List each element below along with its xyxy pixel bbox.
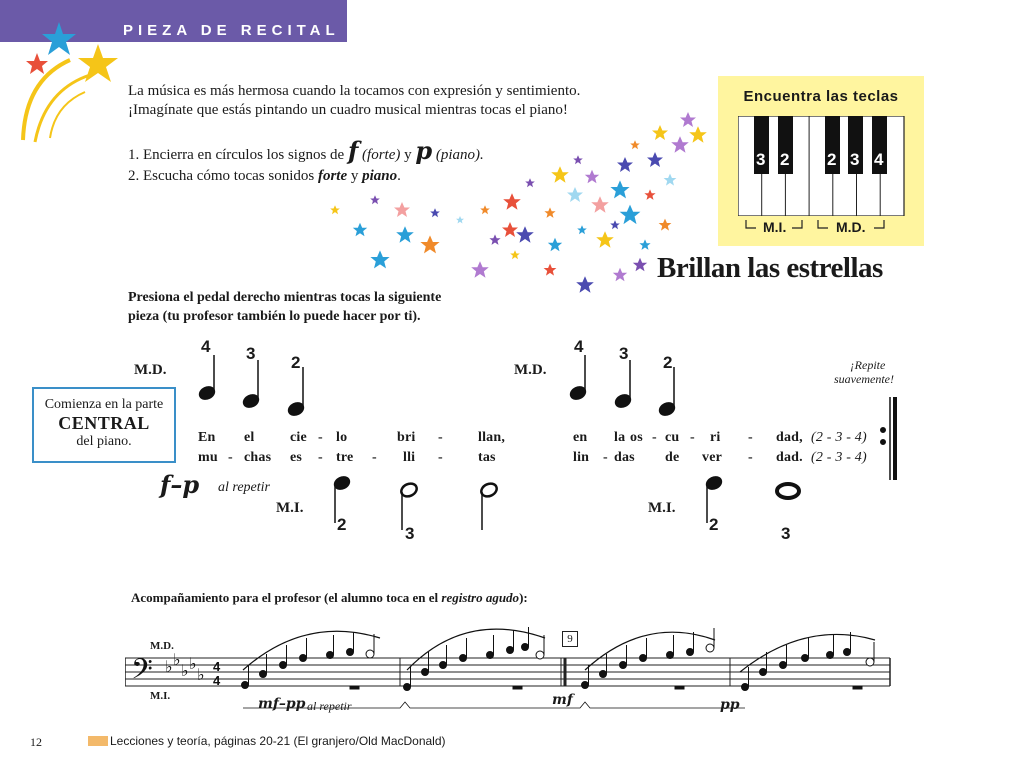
accompaniment-dynamic-note: al repetir	[307, 699, 352, 713]
lyric-syllable: lli	[403, 450, 416, 465]
lyric-fingering: (2 - 3 - 4)	[811, 450, 867, 465]
lyric-syllable: -	[228, 450, 233, 465]
finger-number: 3	[781, 524, 791, 543]
star-icon	[430, 208, 440, 217]
lyric-syllable: -	[603, 450, 608, 465]
star-icon	[647, 152, 663, 167]
flat-icon: ♭	[181, 661, 189, 680]
dynamic-marking: f–p	[160, 470, 200, 499]
lyric-syllable: -	[438, 430, 443, 445]
finger-number: 3	[619, 344, 629, 363]
instruction-2-and: y	[350, 168, 359, 184]
accompaniment-heading	[131, 590, 528, 606]
instruction-1-text: 1. Encierra en círculos los signos de	[128, 147, 345, 163]
lyric-syllable: tre	[336, 450, 354, 465]
star-icon	[689, 126, 707, 143]
bass-clef-icon: 𝄢	[131, 653, 153, 693]
phrase-slur	[740, 634, 875, 672]
lyric-syllable: -	[318, 430, 323, 445]
time-signature-bottom: 4	[213, 673, 221, 688]
finger-number: 4	[574, 337, 584, 356]
star-icon	[652, 125, 668, 140]
lyric-syllable: en	[573, 430, 588, 445]
lyric-fingering: (2 - 3 - 4)	[811, 430, 867, 445]
right-hand-label: M.D.	[836, 219, 866, 235]
accompaniment-heading-italic: registro agudo	[441, 590, 520, 605]
lyric-syllable: os	[630, 430, 643, 445]
lyric-syllable: -	[652, 430, 657, 445]
repeat-note-line-1: ¡Repite	[850, 358, 886, 372]
lyric-syllable: tas	[478, 450, 496, 465]
intro-line-2: ¡Imagínate que estás pintando un cuadro musical mientras tocas el piano!	[128, 102, 568, 118]
repeat-note-line-2: suavemente!	[834, 372, 894, 386]
accompaniment-rh-label: M.D.	[150, 640, 174, 652]
accompaniment-dynamic-2: mf	[552, 692, 573, 708]
star-icon	[471, 261, 489, 278]
find-keys-box	[718, 76, 924, 246]
finger-number: 2	[709, 515, 719, 534]
pedal-note-line-2: pieza (tu profesor también lo puede hacer por ti).	[128, 309, 421, 324]
star-icon	[633, 258, 647, 272]
find-keys-title: Encuentra las teclas	[743, 88, 899, 105]
star-icon	[544, 264, 557, 276]
lyric-syllable: cu	[665, 430, 680, 445]
instruction-2-forte: forte	[317, 168, 348, 184]
star-icon	[502, 222, 518, 237]
finger-number: 3	[246, 344, 256, 363]
star-icon	[573, 155, 583, 164]
star-icon	[456, 216, 464, 224]
finger-number: 2	[291, 353, 301, 372]
star-icon	[630, 140, 640, 149]
finger-number: 4	[201, 337, 211, 356]
accompaniment-heading-end: ):	[519, 590, 528, 605]
lyric-syllable: -	[372, 450, 377, 465]
pedal-note-line-1: Presiona el pedal derecho mientras tocas la siguiente	[128, 290, 442, 305]
phrase-slur	[243, 631, 380, 670]
instruction-1-and: y	[404, 147, 412, 163]
key-finger-label: 2	[827, 150, 837, 169]
dynamic-note: al repetir	[218, 480, 270, 495]
star-icon	[544, 207, 555, 218]
accompaniment-heading-text: Acompañamiento para el profesor (el alumno toca en el	[131, 590, 439, 605]
star-icon	[551, 166, 569, 183]
lyric-syllable: dad,	[776, 430, 803, 445]
lyric-syllable: la	[614, 430, 626, 445]
lyric-syllable: mu	[198, 450, 218, 465]
piano-label: (piano).	[435, 147, 484, 163]
time-signature-top: 4	[213, 659, 221, 674]
star-icon	[591, 196, 609, 213]
star-icon	[396, 226, 414, 243]
star-icon	[577, 225, 587, 234]
accompaniment-dynamic-3: pp	[720, 697, 740, 713]
lyric-syllable: llan,	[478, 430, 506, 445]
lyrics-verse-2	[0, 450, 1024, 468]
lyric-syllable: -	[318, 450, 323, 465]
star-icon	[639, 239, 650, 250]
start-box-line-1: Comienza en la parte	[44, 397, 164, 412]
star-icon	[567, 187, 583, 202]
piano-symbol: p	[415, 136, 433, 165]
flat-icon: ♭	[189, 654, 197, 673]
lyric-syllable: ver	[702, 450, 723, 465]
intro-line-1: La música es más hermosa cuando la tocamos con expresión y sentimiento.	[128, 83, 581, 99]
star-icon	[617, 157, 633, 172]
lyric-syllable: -	[690, 430, 695, 445]
flat-icon: ♭	[173, 650, 181, 669]
finger-number: 2	[337, 515, 347, 534]
star-icon	[394, 202, 410, 217]
star-icon	[516, 226, 534, 243]
left-hand-label: M.I.	[648, 500, 676, 516]
star-icon	[370, 195, 380, 204]
blue-star-icon	[42, 22, 76, 55]
star-icons-group	[330, 112, 707, 293]
lyric-syllable: -	[748, 430, 753, 445]
lyric-syllable: lin	[573, 450, 590, 465]
right-hand-label: M.D.	[514, 362, 547, 378]
instruction-2-piano: piano	[362, 168, 398, 184]
star-icon	[330, 205, 340, 214]
measure-number: 9	[562, 631, 578, 647]
lyric-syllable: -	[748, 450, 753, 465]
flat-icon: ♭	[165, 657, 173, 676]
lyric-syllable: En	[198, 430, 216, 445]
phrase-slur	[585, 632, 715, 670]
finger-number: 2	[663, 353, 673, 372]
lyric-syllable: bri	[397, 430, 416, 445]
lyric-syllable: de	[665, 450, 680, 465]
star-icon	[585, 170, 599, 184]
lyric-syllable: es	[290, 450, 303, 465]
lyric-syllable: cie	[290, 430, 307, 445]
whole-note	[777, 484, 799, 498]
banner-label: PIEZA DE RECITAL	[123, 22, 340, 39]
star-icon	[548, 238, 562, 252]
left-hand-label: M.I.	[763, 219, 787, 235]
star-icon	[659, 219, 672, 231]
accompaniment-staff	[125, 610, 895, 725]
star-icon	[420, 235, 439, 253]
key-finger-label: 2	[780, 150, 790, 169]
key-finger-label: 3	[756, 150, 766, 169]
lyrics-verse-1	[0, 430, 1024, 448]
star-icon	[664, 174, 677, 186]
piece-title: Brillan las estrellas	[657, 252, 883, 284]
star-icon	[510, 250, 520, 259]
start-box-line-2: CENTRAL	[58, 413, 150, 433]
right-hand-label: M.D.	[134, 362, 167, 378]
lyric-syllable: das	[614, 450, 635, 465]
lyric-syllable: ri	[710, 430, 721, 445]
left-hand-label: M.I.	[276, 500, 304, 516]
star-icon	[503, 193, 521, 210]
shooting-star-decoration	[15, 20, 125, 145]
start-box-line-3: del piano.	[76, 434, 132, 449]
lyric-syllable: chas	[244, 450, 272, 465]
star-icon	[576, 276, 594, 293]
accompaniment-dynamic-1: mf–pp	[258, 696, 306, 712]
star-icon	[525, 178, 535, 187]
instruction-2-text: 2. Escucha cómo tocas sonidos	[128, 168, 315, 184]
star-icon	[671, 136, 689, 153]
star-icon	[644, 189, 655, 200]
star-icon	[480, 205, 490, 214]
book-icon	[88, 736, 108, 746]
star-icon	[613, 268, 627, 282]
star-icon	[370, 250, 389, 268]
footer-reference: Lecciones y teoría, páginas 20-21 (El granjero/Old MacDonald)	[110, 734, 446, 748]
forte-label: (forte)	[362, 147, 401, 163]
flat-icon: ♭	[197, 665, 205, 684]
instruction-2-end: .	[397, 168, 401, 184]
star-trail-1	[23, 60, 70, 140]
finger-number: 3	[405, 524, 415, 543]
star-icon	[610, 180, 629, 198]
star-icon	[610, 220, 620, 229]
lyric-syllable: el	[244, 430, 255, 445]
key-finger-label: 4	[874, 150, 884, 169]
page-number: 12	[30, 735, 42, 749]
star-icon	[596, 231, 614, 248]
forte-symbol: f	[347, 136, 359, 165]
star-icon	[353, 223, 367, 237]
star-icon	[489, 234, 500, 245]
red-star-icon	[26, 53, 48, 74]
star-icon	[620, 205, 641, 225]
key-finger-label: 3	[850, 150, 860, 169]
accompaniment-lh-label: M.I.	[150, 690, 171, 702]
lyric-syllable: dad.	[776, 450, 803, 465]
lyric-syllable: lo	[336, 430, 348, 445]
lyric-syllable: -	[438, 450, 443, 465]
star-icon	[680, 112, 696, 127]
